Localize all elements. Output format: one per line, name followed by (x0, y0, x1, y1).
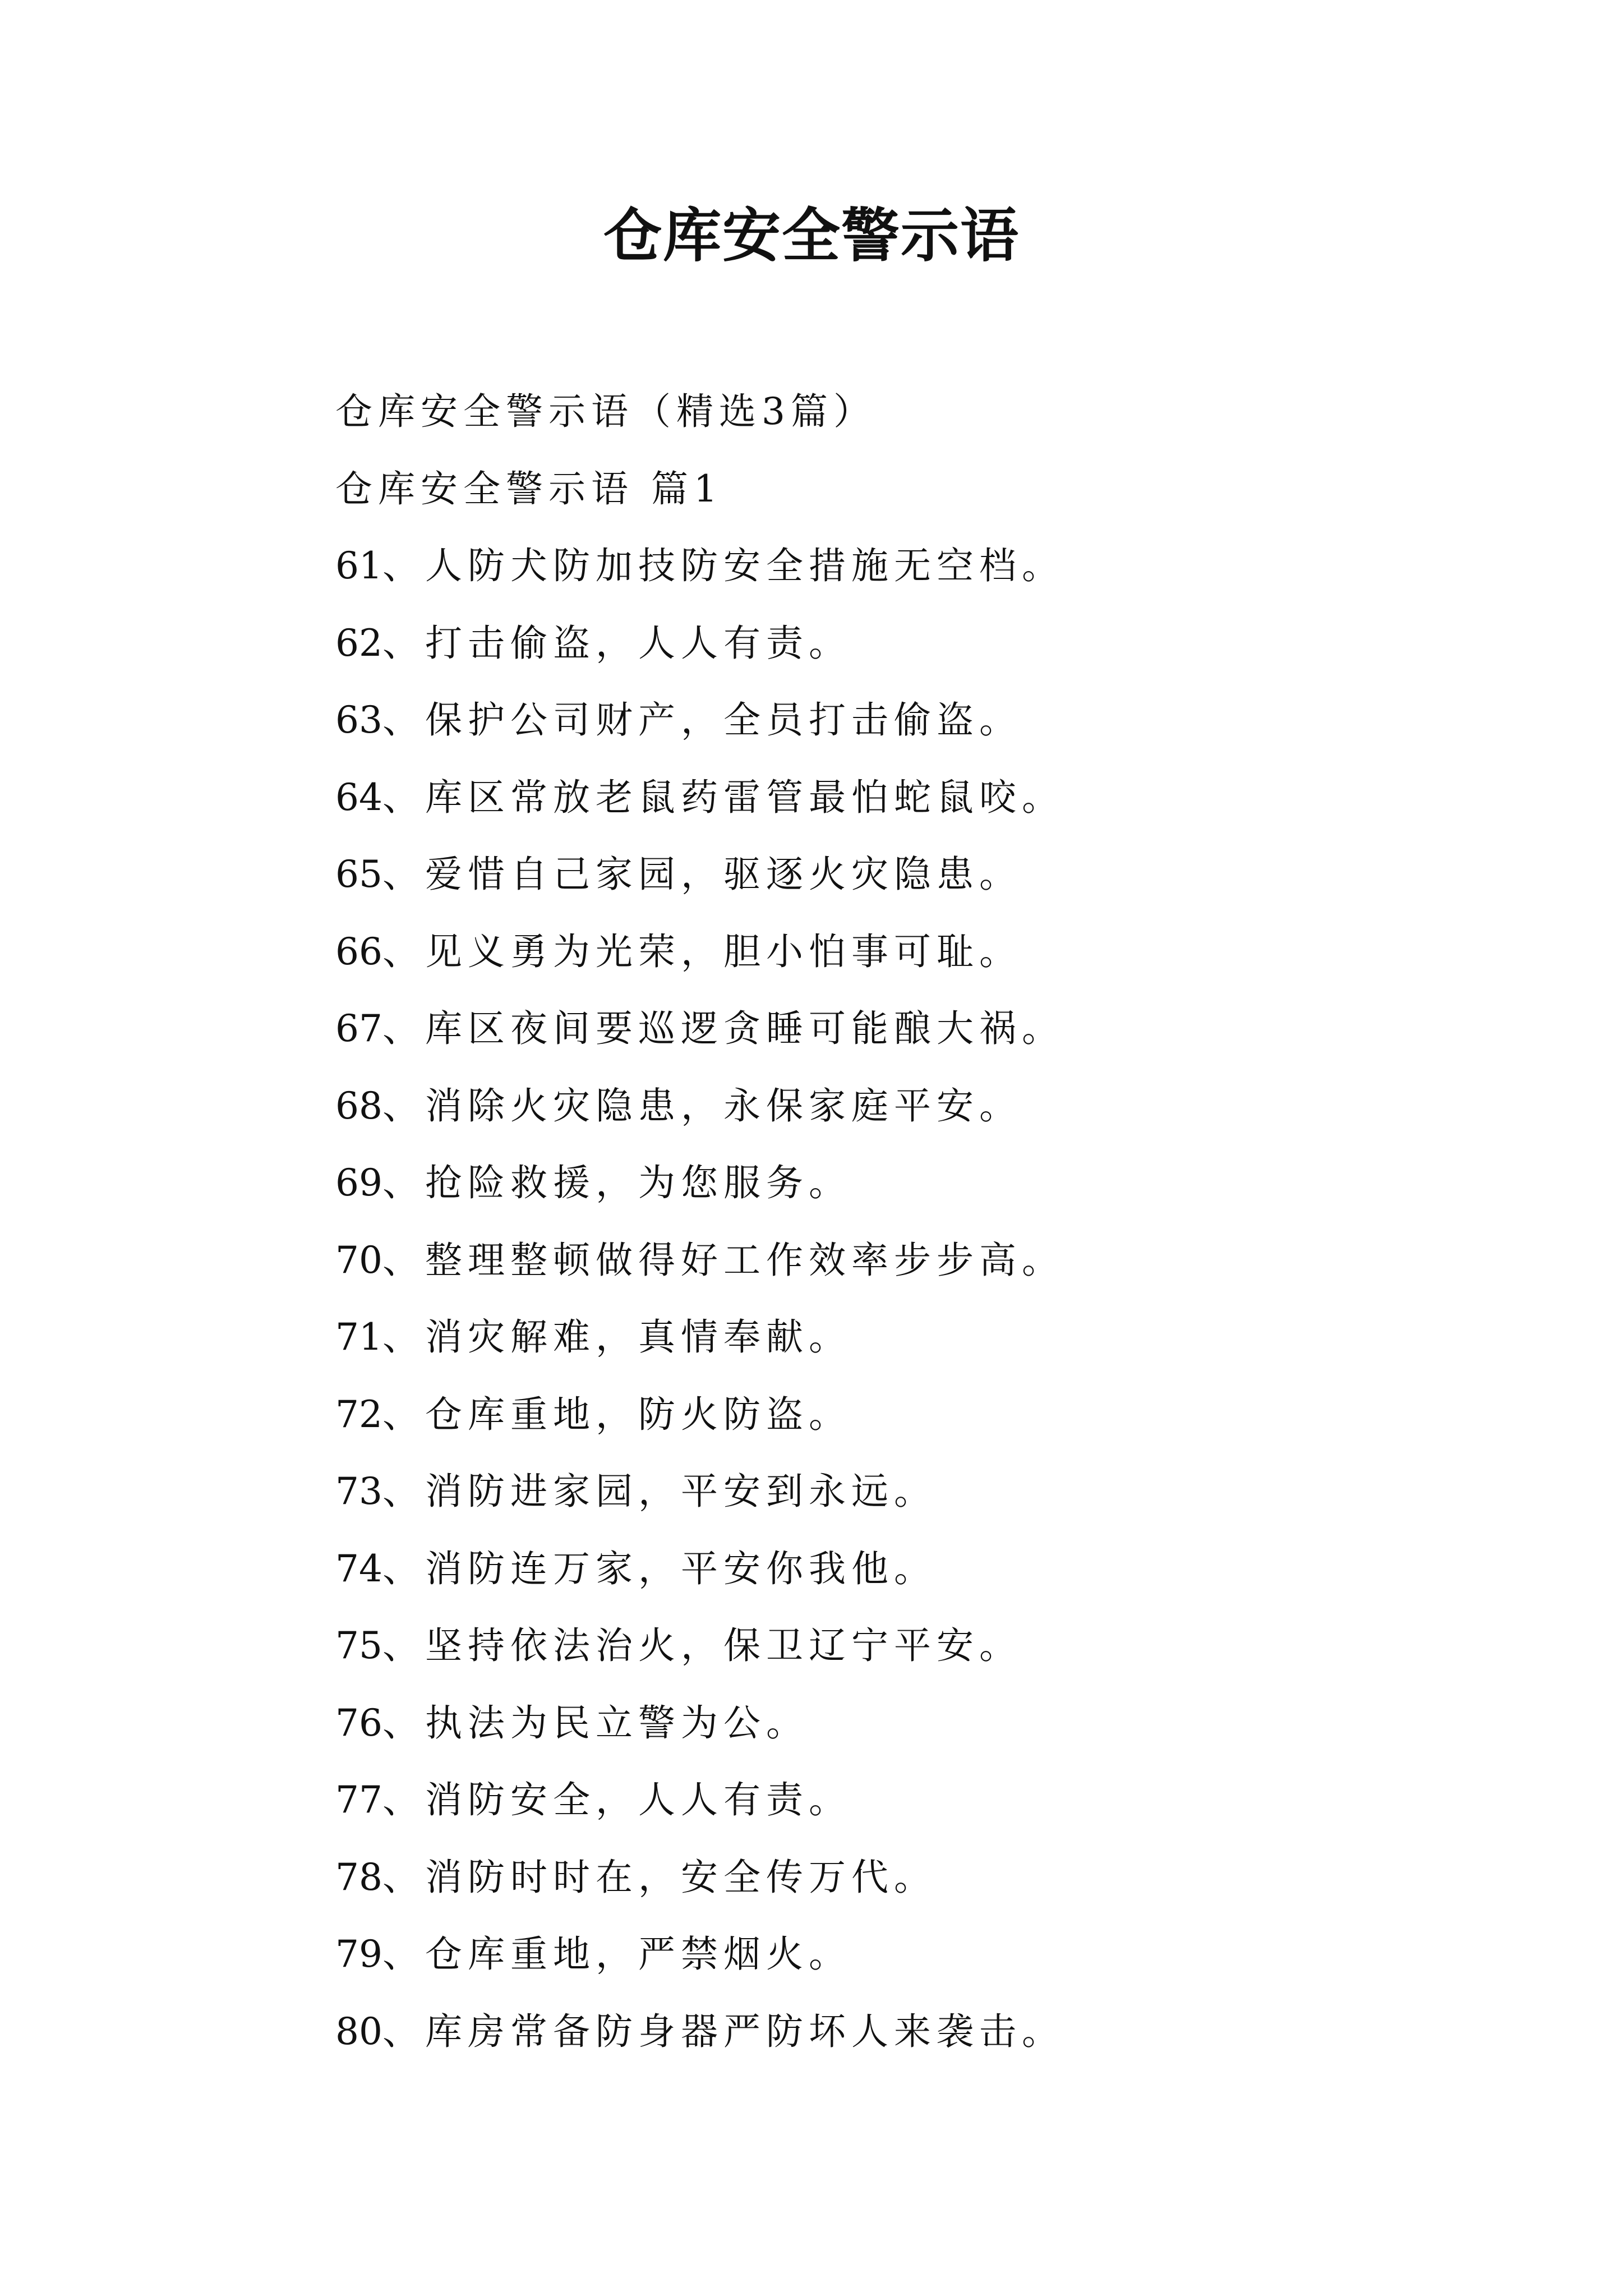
list-item (335, 1299, 1513, 1376)
item-text: 、执法为民立警为公。 (382, 1701, 809, 1745)
item-number: 66 (335, 930, 382, 973)
list-item (335, 1685, 1513, 1762)
list-item (335, 1839, 1513, 1916)
list-item (335, 605, 1513, 682)
item-number: 71 (335, 1315, 382, 1359)
item-text: 、坚持依法治火，保卫辽宁平安。 (382, 1624, 1022, 1667)
item-text: 、库房常备防身器严防坏人来袭击。 (382, 2009, 1064, 2053)
item-number: 63 (335, 698, 382, 742)
list-item (335, 1376, 1513, 1453)
item-text: 、抢险救援，为您服务。 (382, 1161, 851, 1204)
item-text: 、人防犬防加技防安全措施无空档。 (382, 544, 1064, 587)
list-item (335, 527, 1513, 605)
list-item (335, 1144, 1513, 1222)
document-title: 仓库安全警示语 (603, 201, 1020, 270)
list-item (335, 1761, 1513, 1839)
list-item (335, 990, 1513, 1068)
item-number: 69 (335, 1161, 382, 1204)
item-text: 、爱惜自己家园，驱逐火灾隐患。 (382, 853, 1022, 896)
list-item (335, 682, 1513, 759)
list-item (335, 836, 1513, 913)
item-number: 67 (335, 1007, 382, 1050)
item-text: 、消防安全，人人有责。 (382, 1778, 851, 1821)
list-item (335, 1222, 1513, 1299)
item-number: 65 (335, 853, 382, 896)
section-heading: 仓库安全警示语 篇1 (335, 467, 723, 510)
item-number: 76 (335, 1701, 382, 1745)
item-text: 、消灾解难，真情奉献。 (382, 1315, 851, 1359)
list-item (335, 1993, 1513, 2070)
item-text: 、整理整顿做得好工作效率步步高。 (382, 1238, 1064, 1282)
item-number: 72 (335, 1392, 382, 1436)
item-text: 、保护公司财产，全员打击偷盗。 (382, 698, 1022, 742)
list-item (335, 1068, 1513, 1145)
list-item (335, 1607, 1513, 1685)
item-text: 、库区夜间要巡逻贪睡可能酿大祸。 (382, 1007, 1064, 1050)
list-item (335, 759, 1513, 836)
item-text: 、消除火灾隐患，永保家庭平安。 (382, 1084, 1022, 1128)
item-number: 79 (335, 1932, 382, 1976)
item-text: 、消防连万家，平安你我他。 (382, 1547, 937, 1590)
item-number: 73 (335, 1470, 382, 1513)
item-text: 、打击偷盗，人人有责。 (382, 621, 851, 665)
item-text: 、仓库重地，防火防盗。 (382, 1392, 851, 1436)
item-number: 74 (335, 1547, 382, 1590)
item-text: 、消防时时在，安全传万代。 (382, 1855, 937, 1899)
item-text: 、库区常放老鼠药雷管最怕蛇鼠咬。 (382, 775, 1064, 819)
list-item (335, 1530, 1513, 1608)
item-number: 80 (335, 2009, 382, 2053)
list-item (335, 1453, 1513, 1530)
item-number: 68 (335, 1084, 382, 1128)
item-number: 64 (335, 775, 382, 819)
item-text: 、见义勇为光荣，胆小怕事可耻。 (382, 930, 1022, 973)
item-text: 、仓库重地，严禁烟火。 (382, 1932, 851, 1976)
item-number: 75 (335, 1624, 382, 1667)
item-text: 、消防进家园，平安到永远。 (382, 1470, 937, 1513)
item-number: 70 (335, 1238, 382, 1282)
list-item (335, 913, 1513, 991)
item-number: 77 (335, 1778, 382, 1821)
document-subtitle: 仓库安全警示语（精选3篇） (335, 390, 876, 433)
document-body (335, 373, 1513, 2070)
item-number: 78 (335, 1855, 382, 1899)
list-item (335, 1916, 1513, 1993)
item-number: 62 (335, 621, 382, 665)
item-number: 61 (335, 544, 382, 587)
